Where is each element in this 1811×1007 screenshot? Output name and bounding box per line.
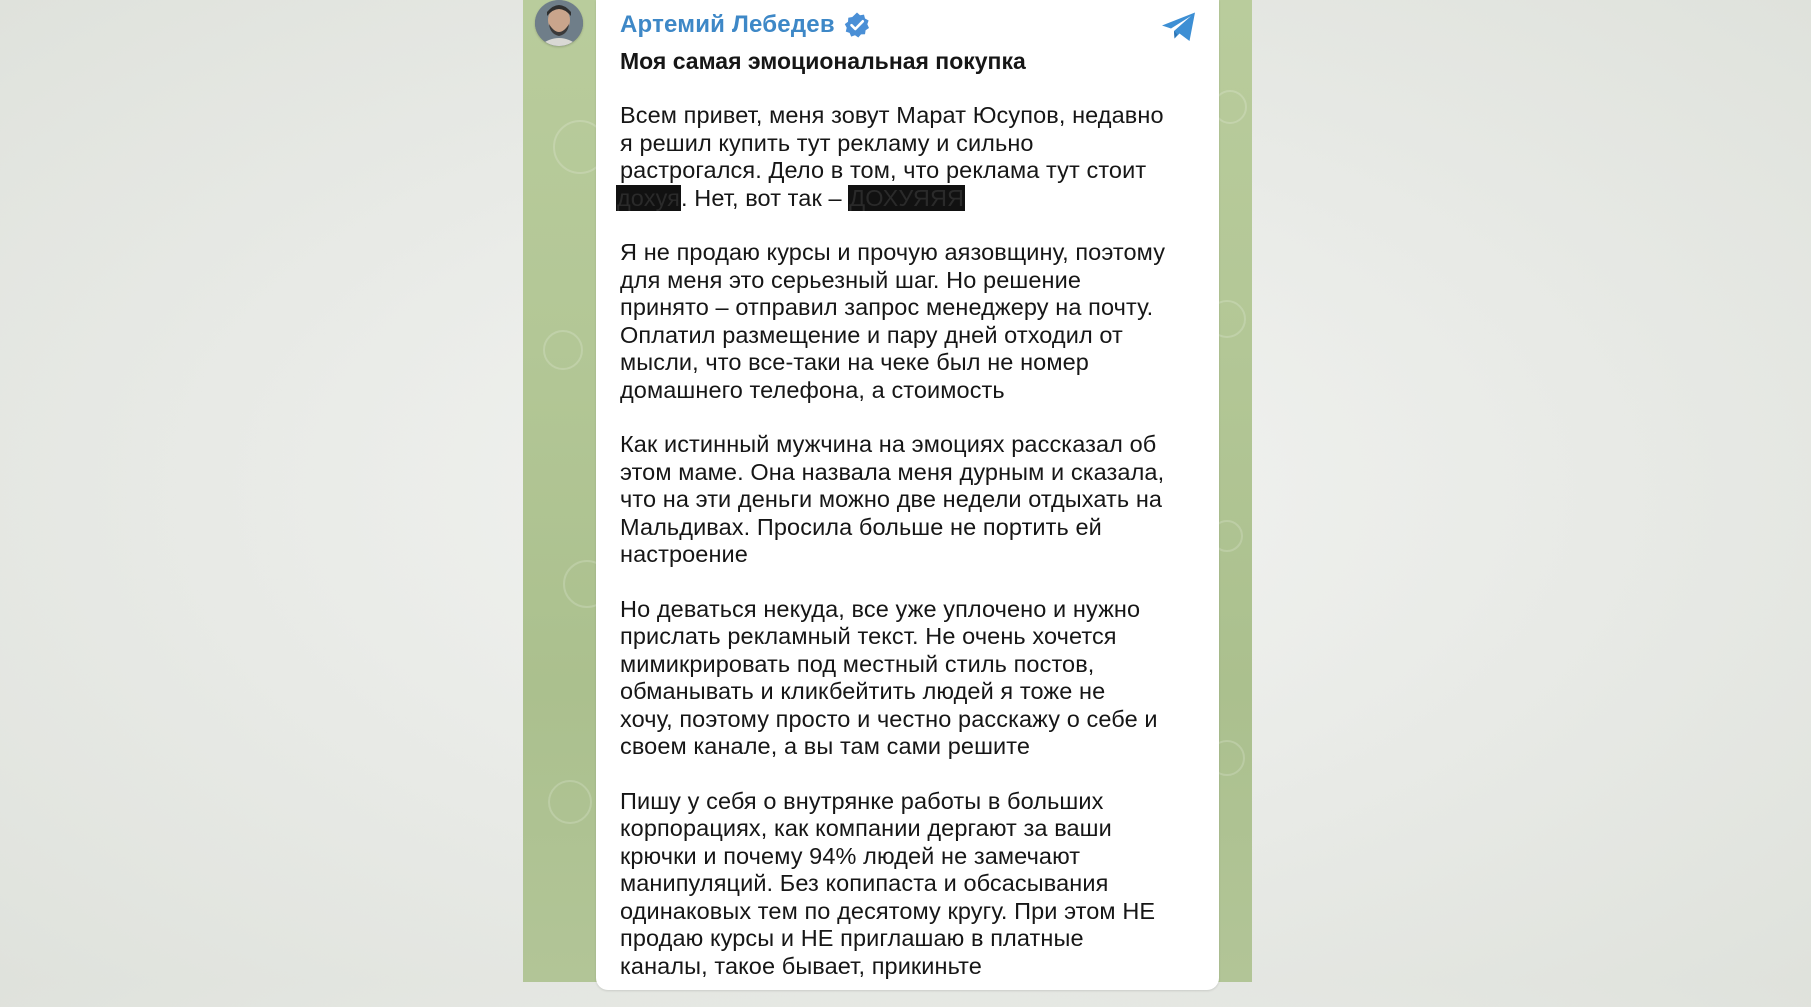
text-line: принято – отправил запрос менеджеру на почту. xyxy=(620,294,1154,320)
text-line: Пишу у себя о внутрянке работы в больших xyxy=(620,787,1104,814)
text-line: для меня это серьезный шаг. Но решение xyxy=(620,266,1081,293)
text-line: манипуляций. Без копипаста и обсасывания xyxy=(620,870,1109,896)
text-line: крючки и почему 94% людей не замечают xyxy=(620,842,1081,869)
author-name[interactable]: Артемий Лебедев xyxy=(620,11,835,38)
text-line: Всем привет, меня зовут Марат Юсупов, недавно xyxy=(620,102,1164,128)
post-header xyxy=(620,11,871,39)
text-line: Как истинный мужчина на эмоциях рассказал об xyxy=(620,431,1157,457)
text-line: Мальдивах. Просила больше не портить ей xyxy=(620,513,1102,540)
text-line: корпорациях, как компании дергают за ваши xyxy=(620,815,1112,841)
text-line: мысли, что все-таки на чеке был не номер xyxy=(620,349,1089,375)
background-doodle xyxy=(543,330,583,370)
author-avatar[interactable] xyxy=(535,0,583,46)
text-line-with-redactions xyxy=(617,184,1205,213)
text-line: хочу, поэтому просто и честно расскажу о себе и xyxy=(620,705,1158,732)
text-line: настроение xyxy=(620,541,748,567)
paragraph-5 xyxy=(620,788,1205,981)
paragraph-3 xyxy=(620,431,1205,569)
text-line: домашнего телефона, а стоимость xyxy=(620,376,1005,403)
paragraph-2 xyxy=(620,239,1205,404)
paragraph-1 xyxy=(617,102,1205,212)
text-line: одинаковых тем по десятому кругу. При этом НЕ xyxy=(620,897,1156,924)
text-line: каналы, такое бывает, прикиньте xyxy=(620,952,982,979)
background-doodle xyxy=(548,780,592,824)
text-fragment: . Нет, вот так – xyxy=(680,184,849,211)
paragraph-4 xyxy=(620,596,1205,761)
text-line: этом маме. Она назвала меня дурным и сказала, xyxy=(620,458,1165,485)
text-line: растрогался. Дело в том, что реклама тут стоит xyxy=(620,157,1147,183)
avatar-portrait-icon xyxy=(535,0,583,46)
redacted-word: ДОХУЯЯЯ xyxy=(849,184,965,211)
text-line: что на эти деньги можно две недели отдыхать на xyxy=(620,486,1163,512)
text-line: своем канале, а вы там сами решите xyxy=(620,733,1031,759)
text-line: Оплатил размещение и пару дней отходил от xyxy=(620,321,1123,348)
text-line: прислать рекламный текст. Не очень хочется xyxy=(620,623,1117,649)
text-line: я решил купить тут рекламу и сильно xyxy=(620,129,1034,156)
redacted-word: дохуя xyxy=(617,184,680,211)
text-line: мимикрировать под местный стиль постов, xyxy=(620,650,1095,677)
post-body xyxy=(617,47,1205,1007)
text-line: Я не продаю курсы и прочую аязовщину, поэтому xyxy=(620,239,1166,265)
verified-badge-icon xyxy=(843,11,871,39)
text-line: продаю курсы и НЕ приглашаю в платные xyxy=(620,925,1084,951)
telegram-logo-icon[interactable] xyxy=(1160,10,1198,44)
post-title: Моя самая эмоциональная покупка xyxy=(620,48,1026,74)
text-line: обманывать и кликбейтить людей я тоже не xyxy=(620,678,1106,704)
text-line: Но деваться некуда, все уже уплочено и нужно xyxy=(620,595,1141,622)
